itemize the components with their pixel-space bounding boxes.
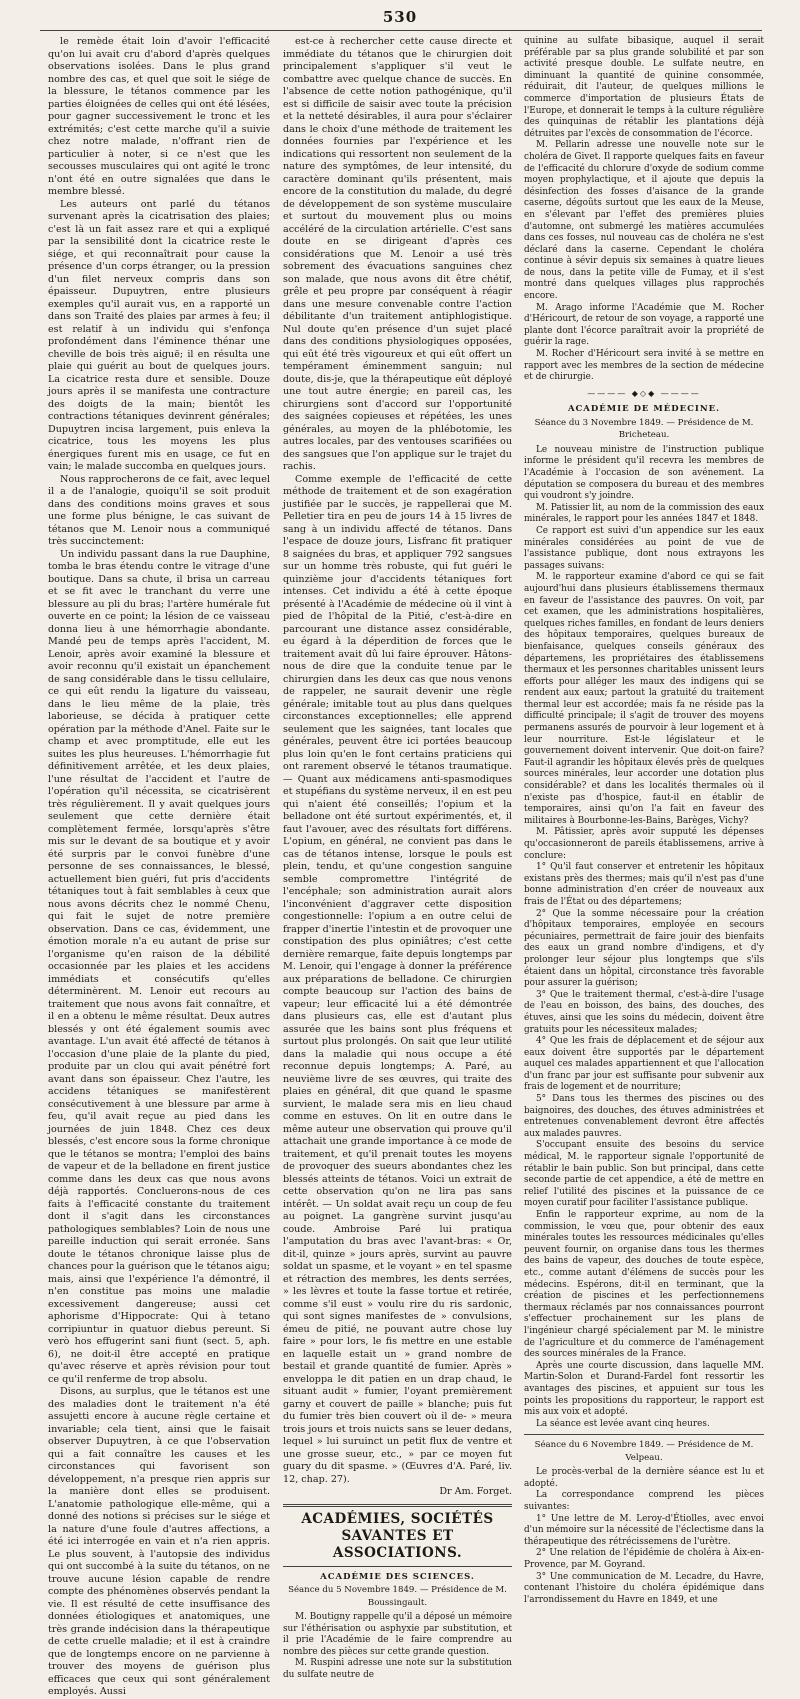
paragraph: La correspondance comprend les pièces suivantes: — [524, 1490, 764, 1513]
paragraph: S'occupant ensuite des besoins du service médical, M. le rapporteur signale l'opportunité de rétablir le bain public. Son but principal, dans cette seconde partie de cet appendice, a été de mettre en relief l'utilité des piscines et la puissance de ce moyen curatif pour faciliter l'assistance publique. — [524, 1140, 764, 1209]
paragraph: M. le rapporteur examine d'abord ce qui se fait aujourd'hui dans plusieurs établissemens thermaux en faveur de l'assistance des pauvres. On voit, par cet examen, que les administrations hospitalières, quelques riches familles, en fondant de leurs deniers des hôpitaux temporaires, quelques bureaux de bienfaisance, quelques conseils généraux des départemens, les propriétaires des établissemens thermaux et les personnes charitables unissent leurs efforts pour alléger les maux des indigens qui se rendent aux eaux; partout la gratuité du traitement thermal leur est accordée; mais fa ne réside pas la difficulté principale; il s'agit de trouver des moyens permanens assurés de pourvoir à leur logement et à leur nourriture. Est-le législateur et le gouvernement doivent intervenir. Que doit-on faire? Faut-il agrandir les hôpitaux élevés près de quelques sources minérales, leur accorder une dotation plus considérable? et dans les localités thermales où il n'existe pas d'hospice, faut-il en établir de temporaires, ainsi qu'on l'a fait en faveur des militaires à Bourbonne-les-Bains, Barèges, Vichy? — [524, 572, 764, 826]
academy-medicine-heading: ACADÉMIE DE MÉDECINE. — [567, 404, 721, 415]
column-1 — [48, 36, 270, 1697]
page-number: 530 — [382, 8, 418, 26]
paragraph: M. Boutigny rappelle qu'il a déposé un mémoire sur l'éthérisation ou asphyxie par substitution, et il prie l'Académie de le faire comprendre au nombre des pièces sur cette grande question. — [283, 1612, 512, 1657]
column-2 — [283, 36, 512, 1680]
session-line: Séance du 5 Novembre 1849. — Présidence de M. Boussingault. — [288, 1585, 507, 1608]
ornament-divider: ———— ◆◇◆ ———— — [587, 388, 701, 398]
paragraph: 4° Que les frais de déplacement et de séjour aux eaux doivent être supportés par le département auquel ces malades appartiennent et que l'allocation d'un franc par jour est suffisante pour subvenir aux frais de logement et de nourriture; — [524, 1036, 764, 1093]
paragraph: est-ce à rechercher cette cause directe et immédiate du tétanos que le chirurgien doit principalement s'appliquer s'il veut le combattre avec quelque chance de succès. En l'absence de cette notion pathogénique, qu'il est si difficile de saisir avec toute la précision et la netteté désirables, il aura pour s'éclairer dans le choix d'une méthode de traitement les données fournies par l'expérience et les indications qui ressortent non seulement de la nature des symptômes, de leur intensité, du caractère dominant qu'ils présentent, mais encore de la constitution du malade, du degré de développement de son système musculaire et surtout du mouvement plus ou moins accéléré de la circulation artérielle. C'est sans doute en se dirigeant d'après ces considérations que M. Lenoir a usé très sobrement des évacuations sanguines chez son malade, que nous avons dit être chétif, grêle et peu propre par conséquent à réagir dans une mesure convenable contre l'action débilitante d'un traitement antiphlogistique. Nul doute qu'en présence d'un sujet placé dans des conditions physiologiques opposées, qui eût été très vigoureux et qui eût offert un tempérament éminemment sanguin; nul doute, dis-je, que la thérapeutique eût déployé une tout autre énergie; en pareil cas, les chirurgiens sont d'accord sur l'opportunité des saignées copieuses et répétées, les unes générales, au moyen de la phlébotomie, les autres locales, par des ventouses scarifiées ou des sangsues que l'on applique sur le trajet du rachis. — [283, 36, 512, 472]
paragraph: M. Pellarin adresse une nouvelle note sur le choléra de Givet. Il rapporte quelques faits en faveur de l'efficacité du chlorure d'oxyde de sodium comme moyen prophylactique, et il ajoute que depuis la désinfection des fosses d'aisance de la grande caserne, dégoûts surtout que les eaux de la Meuse, en s'élevant par l'effet des premières pluies d'automne, ont submergé les matières accumulées dans ces fosses, nul nouveau cas de choléra ne s'est déclaré dans la caserne. Cependant le choléra continue à sévir depuis six semaines à quatre lieues de nous, dans la petite ville de Fumay, et il s'est montré dans quelques villages plus rapprochés encore. — [524, 140, 764, 302]
paragraph: Nous rapprocherons de ce fait, avec lequel il a de l'analogie, quoiqu'il se soit produit dans des conditions moins graves et sous une forme plus bénigne, le cas suivant de tétanos que M. Lenoir nous a communiqué très succinctement: — [48, 473, 270, 547]
paragraph: M. Arago informe l'Académie que M. Rocher d'Héricourt, de retour de son voyage, a rapporté une plante dont l'écorce paraîtrait avoir la propriété de guérir la rage. — [524, 302, 764, 348]
section-divider — [283, 1504, 512, 1507]
paragraph: 1° Qu'il faut conserver et entretenir les hôpitaux existans près des thermes; mais qu'il n'est pas d'une bonne administration d'en créer de nouveaux aux frais de l'État ou des départemens; — [524, 862, 764, 907]
paragraph: Après une courte discussion, dans laquelle MM. Martin-Solon et Durand-Fardel font ressortir les avantages des piscines, et appuient sur tous les points les propositions du rapporteur, le rapport est mis aux voix et adopté. — [524, 1360, 764, 1418]
paragraph: 2° Une relation de l'épidémie de choléra à Aix-en-Provence, par M. Goyrand. — [524, 1548, 764, 1571]
paragraph: Le nouveau ministre de l'instruction publique informe le président qu'il recevra les membres de l'Académie à l'occasion de son avénement. La députation se composera du bureau et des membres qui voudront s'y joindre. — [524, 444, 764, 502]
paragraph: Le procès-verbal de la dernière séance est lu et adopté. — [524, 1467, 764, 1489]
paragraph: 2° Que la somme nécessaire pour la création d'hôpitaux temporaires, employée en secours pécuniaires, permettrait de faire jouir des bienfaits des eaux un grand nombre d'indigens, et d'y prolonger leur séjour plus longtemps que s'ils étaient dans un hôpital, circonstance très favorable pour assurer la guérison; — [524, 908, 764, 989]
paragraph: 3° Que le traitement thermal, c'est-à-dire l'usage de l'eau en boisson, des bains, des douches, des étuves, ainsi que les soins du médecin, doivent être gratuits pour les nécessiteux malades; — [524, 989, 764, 1035]
header-rule — [40, 30, 762, 31]
paragraph: Enfin le rapporteur exprime, au nom de la commission, le vœu que, pour obtenir des eaux minérales toutes les ressources médicinales qu'elles peuvent fournir, on organise dans tous les thermes des bains de vapeur, des douches de toute espèce, etc., comme autant d'élémens de succès pour les médecins. Espérons, dit-il en terminant, que la création de piscines et les perfectionnemens thermaux réclamés par nos connaissances pourront s'effectuer prochainement sur les plans de l'ingénieur chargé spécialement par M. le ministre de l'agriculture et du commerce de l'aménagement des sources minérales de la France. — [524, 1210, 764, 1360]
paragraph: Un individu passant dans la rue Dauphine, tomba le bras étendu contre le vitrage d'une boutique. Dans sa chute, il brisa un carreau et se fit avec le tranchant du verre une blessure au pli du bras; l'artère humérale fut ouverte en ce point; la lésion de ce vaisseau donna lieu à une hémorrhagie abondante. Mandé peu de temps après l'accident, M. Lenoir, après avoir examiné la blessure et avoir reconnu qu'il existait un épanchement de sang considérable dans le tissu cellulaire, ce qui eût rendu la ligature du vaisseau, dans le lieu même de la plaie, très laborieuse, se décida à pratiquer cette opération par la méthode d'Anel. Faite sur le champ et avec promptitude, elle eut les suites les plus heureuses. L'hémorrhagie fut définitivement arrêtée, et les deux plaies, l'une résultat de l'accident et l'autre de l'opération qu'il nécessita, se cicatrisèrent très régulièrement. Il y avait quelques jours seulement que cette dernière était complètement fermée, lorsqu'après s'être mis sur le devant de sa boutique et y avoir été surpris par le convoi funèbre d'une personne de ses connaissances, le blessé, actuellement bien guéri, fut pris d'accidents tétaniques tout à fait semblables à ceux que nous avons décrits chez le nommé Chenu, qui fait le sujet de notre première observation. Dans ce cas, évidemment, une émotion morale n'a eu autant de prise sur l'organisme qu'en raison de la débilité occasionnée par les plaies et les accidens immédiats et consécutifs qu'elles déterminèrent. M. Lenoir eut recours au traitement que nous avons fait connaître, et il en a obtenu le même résultat. Deux autres blessés y ont été également soumis avec avantage. L'un avait été affecté de tétanos à l'occasion d'une plaie de la plante du pied, produite par un clou qui avait pénétré fort avant dans son épaisseur. Chez l'autre, les accidens tétaniques se manifestèrent consécutivement à une blessure par arme à feu, qu'il avait reçue au pied dans les journées de juin 1848. Chez ces deux blessés, c'est encore sous la forme chronique que le tétanos se montra; l'emploi des bains de vapeur et de la belladone en firent justice comme dans les deux cas que nous avons déjà rapportés. Concluerons-nous de ces faits à l'efficacité constante du traitement dont il s'agit dans les circonstances pathologiques semblables? Loin de nous une pareille induction qui serait erronée. Sans doute le tétanos chronique laisse plus de chances pour la guérison que le tétanos aigu; mais, ainsi que l'expérience l'a démontré, il n'en constitue pas moins une maladie excessivement dangereuse; aussi cet aphorisme d'Hippocrate: Qui à tetano corripiuntur in quatuor diebus pereunt. Si verò hos effugerint sani fiunt (sect. 5, aph. 6), ne doit-il être accepté en pratique qu'avec réserve et après révision pour tout ce qu'il renferme de trop absolu. — [48, 548, 270, 1385]
paragraph: 3° Une communication de M. Lecadre, du Havre, contenant l'histoire du choléra épidémique dans l'arrondissement du Havre en 1849, et une — [524, 1571, 764, 1605]
academy-sciences-heading: ACADÉMIE DES SCIENCES. — [320, 1571, 475, 1582]
paragraph: quinine au sulfate bibasique, auquel il serait préférable par sa plus grande solubilité et par son activité presque double. Le sulfate neutre, en diminuant la quantité de quinine consommée, réduirait, dit l'auteur, de quelques millions le commerce d'importation de plusieurs États de l'Europe, et donnerait le temps à la culture régulière des quinquinas de rétablir les plantations déjà détruites par l'excès de consommation de l'écorce. — [524, 36, 764, 139]
divider — [524, 1434, 764, 1435]
paragraph: M. Pâtissier, après avoir supputé les dépenses qu'occasionneront de pareils établissemens, arrive à conclure: — [524, 827, 764, 861]
paragraph: M. Patissier lit, au nom de la commission des eaux minérales, le rapport pour les années 1847 et 1848. — [524, 502, 764, 525]
paragraph: Ce rapport est suivi d'un appendice sur les eaux minérales considérées au point de vue de l'assistance publique, dont nous extrayons les passages suivans: — [524, 525, 764, 571]
paragraph: le remède était loin d'avoir l'efficacité qu'on lui avait cru d'abord d'après quelques observations isolées. Dans le plus grand nombre des cas, et quel que soit le siége de la blessure, le tétanos commence par les parties éloignées de celles qui ont été lésées, pour gagner successivement le tronc et les extrémités; c'est cette marche qu'il a suivie chez notre malade, n'offrant rien de particulier à noter, si ce n'est que les secousses musculaires qui ont agité le tronc n'ont été en outre signalées que dans le membre blessé. — [48, 36, 270, 197]
session-line: Séance du 6 Novembre 1849. — Présidence de M. Velpeau. — [534, 1440, 754, 1463]
paragraph: M. Ruspini adresse une note sur la substitution du sulfate neutre de — [283, 1658, 512, 1680]
section-title: ACADÉMIES, SOCIÉTÉS SAVANTES ET ASSOCIATIONS. — [301, 1510, 494, 1561]
paragraph: M. Rocher d'Héricourt sera invité à se mettre en rapport avec les membres de la section de médecine et de chirurgie. — [524, 349, 764, 383]
divider — [283, 1566, 512, 1567]
paragraph: Comme exemple de l'efficacité de cette méthode de traitement et de son exagération justifiée par le succès, je rappellerai que M. Pelletier tira en peu de jours 14 à 15 livres de sang à un individu affecté de tétanos. Dans l'espace de douze jours, Lisfranc fit pratiquer 8 saignées du bras, et appliquer 792 sangsues sur un homme très robuste, qui fut guéri le quinzième jour d'accidents tétaniques fort intenses. Cet individu a été à cette époque présenté à l'Académie de médecine où il vint à pied de l'hôpital de la Pitié, c'est-à-dire en parcourant une distance assez considérable, eu égard à la déperdition de forces que le traitement avait dû lui faire éprouver. Hâtons-nous de dire que la conduite tenue par le chirurgien dans les deux cas que nous venons de rappeler, ne saurait devenir une règle générale; imitable tout au plus dans quelques circonstances exceptionnelles; elle apprend seulement que les saignées, tant locales que générales, peuvent être ici portées beaucoup plus loin qu'en le font certains praticiens qui ont rarement observé le tétanos traumatique. — Quant aux médicamens anti-spasmodiques et stupéfians du système nerveux, il en est peu qui n'aient été conseillés; l'opium et la belladone ont été surtout expérimentés, et, il faut l'avouer, avec des résultats fort différens. L'opium, en général, ne convient pas dans le cas de tétanos intense, lorsque le pouls est plein, tendu, et qu'une congestion sanguine semble compromettre l'intégrité de l'encéphale; son administration aurait alors l'inconvénient d'aggraver cette disposition congestionnelle: l'opium a en outre celui de frapper d'inertie l'intestin et de provoquer une constipation des plus opiniâtres; c'est cette dernière remarque, faite depuis longtemps par M. Lenoir, qui l'engage à donner la préférence aux préparations de belladone. Ce chirurgien compte beaucoup sur l'action des bains de vapeur; leur efficacité lui a été démontrée dans plusieurs cas, elle est d'autant plus assurée que les bains sont plus fréquens et surtout plus prolongés. On sait que leur utilité dans la maladie qui nous occupe a été reconnue depuis longtemps; A. Paré, au neuvième livre de ses œuvres, qui traite des plaies en général, dit que quand le spasme survient, le malade sera mis en lieu chaud comme en estuves. On lit en outre dans le même auteur une observation qui prouve qu'il attachait une grande importance à ce mode de traitement, et qu'il prenait toutes les moyens de provoquer des sueurs abondantes chez les blessés atteints de tétanos. Voici un extrait de cette observation qu'on ne lira pas sans intérêt. — Un soldat avait reçu un coup de feu au poignet. La gangrène survint jusqu'au coude. Ambroise Paré lui pratiqua l'amputation du bras avec l'avant-bras: « Or, dit-il, quinze » jours après, survint au pauvre soldat un spasme, et le voyant » en tel spasme et rétraction des membres, les dents serrées, » les lèvres et toute la fasse tortue et retirée, comme s'il eust » voulu rire du ris sardonic, qui sont signes manifestes de » convulsions, émeu de pitié, ne pouvant autre chose luy faire » pour lors, le fis mettre en une estable en laquelle estait un » grand nombre de bestail et grande quantité de fumier. Après » enveloppa le dit patien en un drap chaud, le situant audit » fumier, l'oyant premièrement garny et couvert de paille » blanche; puis fut du fumier très bien couvert où il de- » meura trois jours et trois nuicts sans se leuer dedans, lequel » lui suruinct un petit flux de ventre et une grosse sueur, etc., » par ce moyen fut guary du dit spasme. » (Œuvres d'A. Paré, liv. 12, chap. 27). — [283, 473, 512, 1485]
paragraph: 5° Dans tous les thermes des piscines ou des baignoires, des douches, des étuves administrées et entretenues convenablement devront être affectés aux malades pauvres. — [524, 1094, 764, 1139]
column-3 — [524, 36, 764, 1605]
session-line: Séance du 3 Novembre 1849. — Présidence de M. Bricheteau. — [534, 417, 754, 441]
author-signature: Dr Am. Forget. — [439, 1486, 512, 1497]
paragraph: Les auteurs ont parlé du tétanos survenant après la cicatrisation des plaies; c'est là un fait assez rare et qui a expliqué par la sensibilité dont la cicatrice reste le siége, et qui reconnaîtrait pour cause la présence d'un corps étranger, ou la pression d'un filet nerveux compris dans son épaisseur. Dupuytren, entre plusieurs exemples qu'il aurait vus, en a rapporté un dans son Traité des plaies par armes à feu; il est relatif à un individu qui s'enfonça profondément dans l'éminence thénar une cheville de bois très aiguë; il en résulta une plaie qui guérit au bout de quelques jours. La cicatrice resta dure et sensible. Douze jours après il se manifesta une contracture des doigts de la main; bientôt les contractions tétaniques devinrent générales; Dupuytren incisa largement, puis enleva la cicatrice, tous les moyens les plus énergiques furent mis en usage, ce fut en vain; le malade succomba en quelques jours. — [48, 198, 270, 472]
paragraph: La séance est levée avant cinq heures. — [536, 1418, 710, 1429]
paragraph: Disons, au surplus, que le tétanos est une des maladies dont le traitement n'a été assujetti encore à aucune règle certaine et invariable; cela tient, ainsi que le faisait observer Dupuytren, à ce que l'observation qui a fait connaître les causes et les circonstances qui favorisent son développement, n'a presque rien appris sur la manière dont elles se produisent. L'anatomie pathologique elle-même, qui a donné des notions si précises sur le siége et la nature d'une foule d'autres affections, a été ici interrogée en vain et n'a rien appris. Le plus souvent, à l'autopsie des individus qui ont succombé à la suite du tétanos, on ne trouve aucune lésion capable de rendre compte des phénomènes observés pendant la vie. Il est résulté de cette insuffisance des données étiologiques et anatomiques, une très grande indécision dans la thérapeutique de cette cruelle maladie; et il est à craindre que de longtemps encore on ne parvienne à trouver des moyens de guérison plus efficaces que ceux qui sont généralement employés. Aussi — [48, 1386, 270, 1697]
paragraph: 1° Une lettre de M. Leroy-d'Étiolles, avec envoi d'un mémoire sur la nécessité de l'éclectisme dans la thérapeutique des rétrécissemens de l'urètre. — [524, 1513, 764, 1547]
